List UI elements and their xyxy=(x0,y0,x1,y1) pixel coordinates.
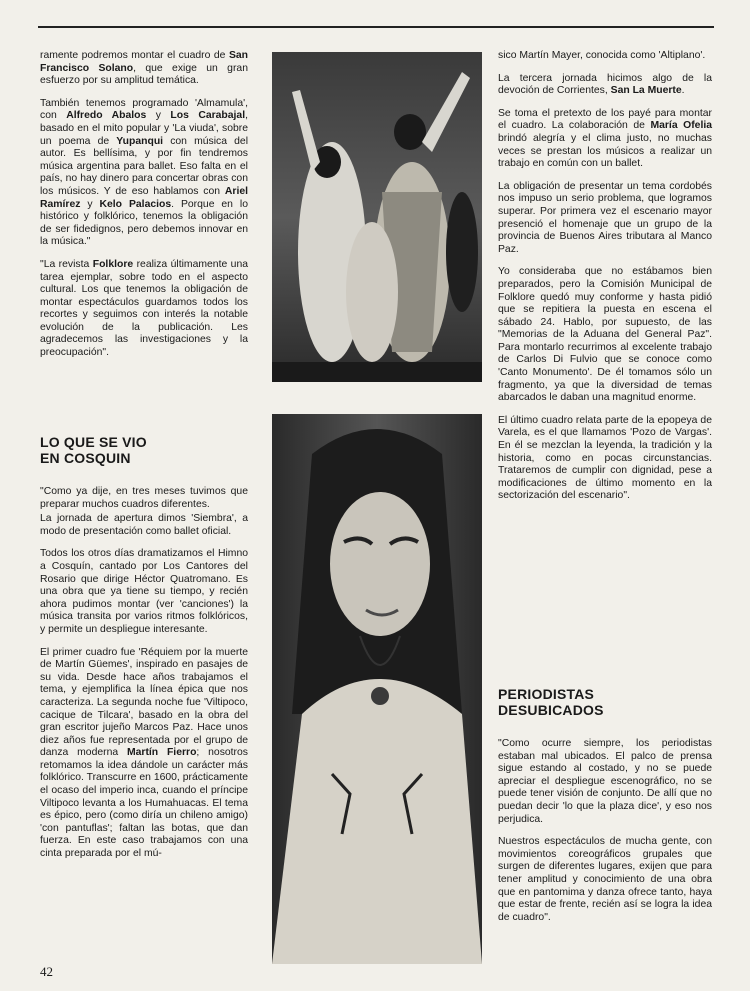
section-heading-cosquin xyxy=(40,434,248,466)
bold-text: Ariel Ramírez xyxy=(40,185,248,210)
column-left xyxy=(40,50,248,370)
dancers-photo xyxy=(272,52,482,382)
text-run: "La revista xyxy=(40,258,93,270)
text-run: ramente podremos montar el cuadro de xyxy=(40,50,229,61)
paragraph xyxy=(498,181,712,257)
text-run: "Como ocurre siempre, los periodistas estaban mal ubicados. El palco de prensa sigue estando al costado, y no se puede apreciar el despliegue escenográfico, no se puede tener visión de conjunto. De allí que no puedan decir 'lo que la plaza dice', y eso nos perjudica. xyxy=(498,738,712,825)
heading-line: LO QUE SE VIO xyxy=(40,434,147,450)
paragraph xyxy=(40,50,248,88)
bold-text: San La Muerte xyxy=(610,85,682,97)
paragraph xyxy=(40,486,248,511)
text-run: Se toma el pretexto de los payé para montar el cuadro. La colaboración de xyxy=(498,107,712,132)
bold-text: Los Carabajal xyxy=(170,110,246,122)
paragraph xyxy=(498,836,712,924)
woman-portrait-photo xyxy=(272,414,482,964)
text-run: , que exige un gran esfuerzo por su amplitud temática. xyxy=(40,62,248,87)
text-run: "Como ya dije, en tres meses tuvimos que preparar muchos cuadros diferentes. xyxy=(40,486,248,510)
dancers-image xyxy=(272,52,482,382)
top-rule xyxy=(38,26,714,28)
paragraph xyxy=(498,266,712,405)
text-run: Nuestros espectáculos de mucha gente, con movimientos coreográficos grupales que surgen de diferentes lugares, exijen que para tener amplitud y conocimiento de una obra que en pantomima y danza ofrece tanto, haya que estar de frente, recién así se logra la idea de cuadro". xyxy=(498,836,712,923)
text-run: sico Martín Mayer, conocida como 'Altiplano'. xyxy=(498,50,706,61)
text-run: con música del autor. Es bellísima, y por fin tendremos música argentina para ballet. Eso falta en el país, no hay dinero para concertar obras con los músicos. Y de eso hablamos con xyxy=(40,135,248,197)
text-run: Yo consideraba que no estábamos bien preparados, pero la Comisión Municipal de Folklore quedó muy conforme y hasta pidió que se repitiera la puesta en escena el sábado 24. Hablo, por supuesto, de las "Memorias de la Aduana del General Paz". Para montarlo recurrimos al excelente trabajo de Carlos Di Fulvio que se conoce como 'Canto Monumento'. De él tomamos sólo un fragmento, ya que la diversidad de temas abarcados le daban una magnitud enorme. xyxy=(498,266,712,404)
bold-text: San Francisco Solano xyxy=(40,50,248,74)
paragraph xyxy=(498,738,712,826)
text-run: . xyxy=(681,85,685,97)
bold-text: Alfredo Abalos xyxy=(66,110,147,122)
paragraph xyxy=(498,73,712,98)
text-run: El primer cuadro fue 'Réquiem por la muerte de Martín Güemes', inspirado en pasajes de su vida. Desde hace años trabajamos el tema, y ejemplifica la línea épica que nos caracteriza. La segunda noche fue 'Viltipoco, cacique de Tilcara', basado en la obra del gran escritor jujeño Marcos Paz. Hace unos diez años fue representada por el grupo de danza moderna xyxy=(40,646,248,759)
paragraph xyxy=(40,513,248,538)
bold-text: María Ofelia xyxy=(650,120,713,132)
text-run: . Porque en lo histórico y folklórico, tenemos la obligación de ser fidedignos, pero debemos innovar en la música." xyxy=(40,198,248,248)
text-run: También tenemos programado 'Almamula', con xyxy=(40,97,248,122)
bold-text: Martín Fierro xyxy=(126,747,197,759)
bold-text: Folklore xyxy=(92,258,134,270)
paragraph xyxy=(498,415,712,503)
heading-line: EN COSQUIN xyxy=(40,450,131,466)
heading-line: PERIODISTAS xyxy=(498,686,595,702)
text-run: y xyxy=(80,198,100,210)
text-run: realiza últimamente una tarea ejemplar, sobre todo en el aspecto cultural. Los que tenemos la obligación de montar espectáculos guardamos todos los recortes y seguimos con interés la notable evolución de la publicación. Les agradecemos las investigaciones y la preocupación". xyxy=(40,258,249,359)
column-left-lower xyxy=(40,486,248,871)
text-run: brindó alegría y el clima justo, no muchas veces se prestan los músicos a realizar un trabajo en común con un ballet. xyxy=(498,132,712,170)
paragraph xyxy=(40,647,248,861)
text-run: El último cuadro relata parte de la epopeya de Varela, es el que llamamos 'Pozo de Vargas'. En él se mezclan la leyenda, la tradición y la historia, como en pocas circunstancias. Trataremos de cumplir con dignidad, pese a modificaciones de último momento en la sectorización del escenario". xyxy=(498,414,712,502)
text-run: , basado en el mito popular y 'La viuda', sobre un poema de xyxy=(40,110,248,147)
paragraph xyxy=(498,108,712,171)
text-run: La obligación de presentar un tema cordobés nos impuso un serio problema, que logramos superar. Por primera vez el escenario mayor presenció el homenaje que un grupo de la provincia de Buenos Aires tributara al Manco Paz. xyxy=(498,180,712,255)
text-run: Todos los otros días dramatizamos el Himno a Cosquín, cantado por Los Cantores del Rosario que dirige Héctor Quatromano. Es una obra que ya tiene su tiempo, y recién ahora pudimos montar (ver 'canciones') la música transita por varios ritmos folklóricos, y permite un despliegue interesante. xyxy=(40,548,248,635)
paragraph xyxy=(40,259,248,360)
bold-text: Yupanqui xyxy=(116,135,164,147)
text-run: y xyxy=(146,110,171,122)
heading-line: DESUBICADOS xyxy=(498,702,604,718)
bold-text: Kelo Palacios xyxy=(99,198,172,210)
section-heading-periodistas xyxy=(498,686,712,718)
text-run: La tercera jornada hicimos algo de la devoción de Corrientes, xyxy=(498,72,712,97)
paragraph xyxy=(40,548,248,636)
column-right xyxy=(498,50,712,513)
woman-portrait-image xyxy=(272,414,482,964)
paragraph xyxy=(40,98,248,249)
text-run: La jornada de apertura dimos 'Siembra', a modo de presentación como ballet oficial. xyxy=(40,513,248,537)
column-right-lower xyxy=(498,738,712,934)
text-run: ; nosotros retomamos la idea dándole un carácter más folklórico. Transcurre en 1600, prácticamente el ocaso del imperio inca, cuando el príncipe Viltipoco levanta a los Humahuacas. El tema es épico, pero (como diría un chileno amigo) 'con pantuflas'; faltan las botas, que dan fuerza. En este caso trabajamos con una cinta preparada por el mú- xyxy=(40,747,248,860)
paragraph xyxy=(498,50,712,63)
page-number: 42 xyxy=(40,964,53,979)
